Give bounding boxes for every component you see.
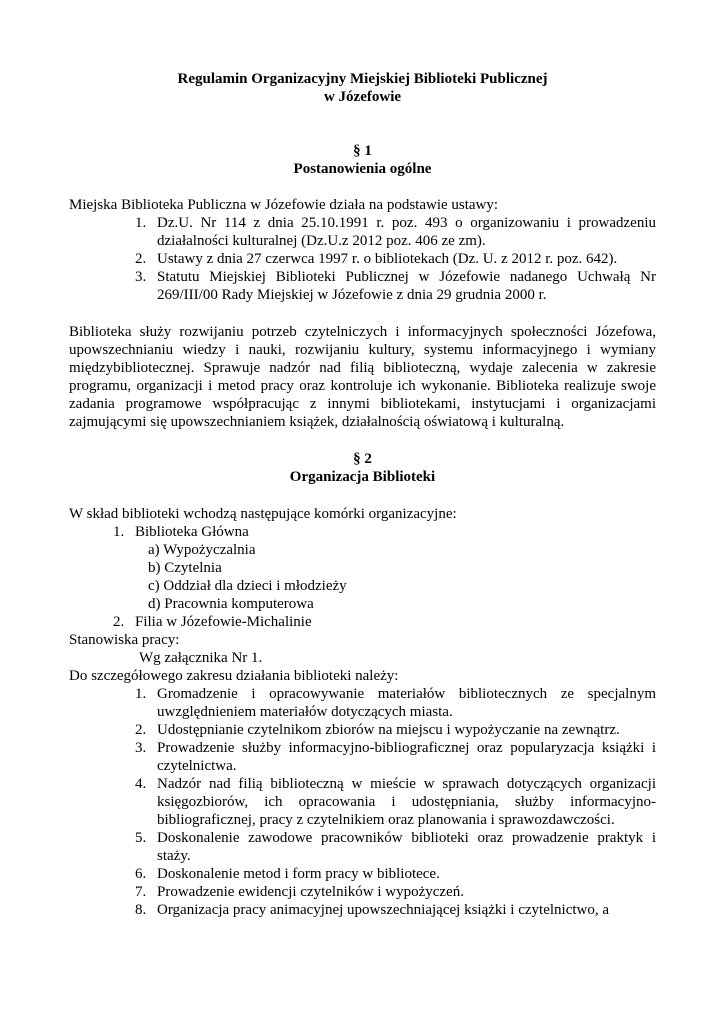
task-text: Prowadzenie służby informacyjno-bibliograficznej oraz popularyzacja książki i czytelnictwa. — [157, 740, 656, 774]
units-list-2 — [113, 613, 656, 631]
task-item — [135, 829, 656, 865]
task-item — [135, 901, 656, 919]
law-text: Dz.U. Nr 114 z dnia 25.10.1991 r. poz. 493 o organizowaniu i prowadzeniu działalności kulturalnej (Dz.U.z 2012 poz. 406 ze zm). — [157, 215, 656, 249]
section1-paragraph: Biblioteka służy rozwijaniu potrzeb czytelniczych i informacyjnych społeczności Józefowa, upowszechnianiu wiedzy i nauki, rozwijaniu kultury, systemu informacyjnego i wymiany międzybibliotecznej. Sprawuje nadzór nad filią biblioteczną, wydaje zalecenia w zakresie programu, organizacji i metod pracy oraz kontroluje ich wykonanie. Biblioteka realizuje swoje zadania programowe współpracując z innymi bibliotekami, instytucjami i organizacjami zajmującymi się upowszechnianiem książek, działalnością oświatową i kulturalną. — [69, 324, 656, 430]
law-number: 3. — [135, 269, 147, 285]
section2-number: § 2 — [353, 451, 372, 467]
section1-intro: Miejska Biblioteka Publiczna w Józefowie działa na podstawie ustawy: — [69, 197, 499, 213]
unit-number: 1. — [113, 524, 125, 540]
unit-text: Biblioteka Główna — [135, 524, 249, 540]
law-item — [135, 268, 656, 304]
task-number: 7. — [135, 884, 147, 900]
document-title-line2: w Józefowie — [323, 89, 402, 105]
task-text: Doskonalenie metod i form pracy w bibliotece. — [157, 866, 440, 882]
task-number: 4. — [135, 776, 147, 792]
laws-list — [135, 214, 656, 304]
task-text: Doskonalenie zawodowe pracowników biblioteki oraz prowadzenie praktyk i staży. — [157, 830, 656, 864]
law-item — [135, 214, 656, 250]
positions-label: Stanowiska pracy: — [69, 632, 180, 648]
unit-item — [113, 523, 656, 541]
task-text: Prowadzenie ewidencji czytelników i wypożyczeń. — [157, 884, 464, 900]
task-number: 2. — [135, 722, 147, 738]
section1-heading: Postanowienia ogólne — [293, 161, 432, 177]
scope-intro: Do szczegółowego zakresu działania biblioteki należy: — [69, 668, 399, 684]
law-number: 1. — [135, 215, 147, 231]
section1-number: § 1 — [353, 143, 372, 159]
law-number: 2. — [135, 251, 147, 267]
task-number: 5. — [135, 830, 147, 846]
task-text: Organizacja pracy animacyjnej upowszechniającej książki i czytelnictwo, a — [157, 902, 610, 918]
task-text: Gromadzenie i opracowywanie materiałów bibliotecznych ze specjalnym uwzględnieniem materiałów dotyczących miasta. — [157, 686, 656, 720]
task-text: Nadzór nad filią biblioteczną w mieście w sprawach dotyczących organizacji księgozbiorów, ich opracowania i udostępniania, służby informacyjno-bibliograficznej, pracy z czytelnikiem oraz planowania i sprawozdawczości. — [157, 776, 656, 828]
law-text: Ustawy z dnia 27 czerwca 1997 r. o bibliotekach (Dz. U. z 2012 r. poz. 642). — [157, 251, 618, 267]
task-text: Udostępnianie czytelnikom zbiorów na miejscu i wypożyczanie na zewnątrz. — [157, 722, 620, 738]
law-item — [135, 250, 656, 268]
task-item — [135, 775, 656, 829]
unit-text: Filia w Józefowie-Michalinie — [135, 614, 312, 630]
section2-intro: W skład biblioteki wchodzą następujące komórki organizacyjne: — [69, 506, 457, 522]
task-item — [135, 883, 656, 901]
task-number: 1. — [135, 686, 147, 702]
positions-reference: Wg załącznika Nr 1. — [139, 650, 263, 666]
subunits-list — [69, 541, 656, 613]
subunit-item: d) Pracownia komputerowa — [148, 596, 314, 612]
task-item — [135, 685, 656, 721]
task-number: 3. — [135, 740, 147, 756]
task-item — [135, 865, 656, 883]
section2-heading: Organizacja Biblioteki — [289, 469, 436, 485]
task-number: 6. — [135, 866, 147, 882]
units-list — [113, 523, 656, 541]
unit-item — [113, 613, 656, 631]
task-item — [135, 739, 656, 775]
task-item — [135, 721, 656, 739]
document-title-line1: Regulamin Organizacyjny Miejskiej Biblioteki Publicznej — [177, 71, 548, 87]
task-number: 8. — [135, 902, 147, 918]
unit-number: 2. — [113, 614, 125, 630]
subunit-item: c) Oddział dla dzieci i młodzieży — [148, 578, 347, 594]
law-text: Statutu Miejskiej Biblioteki Publicznej w Józefowie nadanego Uchwałą Nr 269/III/00 Rady Miejskiej w Józefowie z dnia 29 grudnia 2000 r. — [157, 269, 656, 303]
subunit-item: b) Czytelnia — [148, 560, 222, 576]
tasks-list — [135, 685, 656, 919]
subunit-item: a) Wypożyczalnia — [148, 542, 256, 558]
